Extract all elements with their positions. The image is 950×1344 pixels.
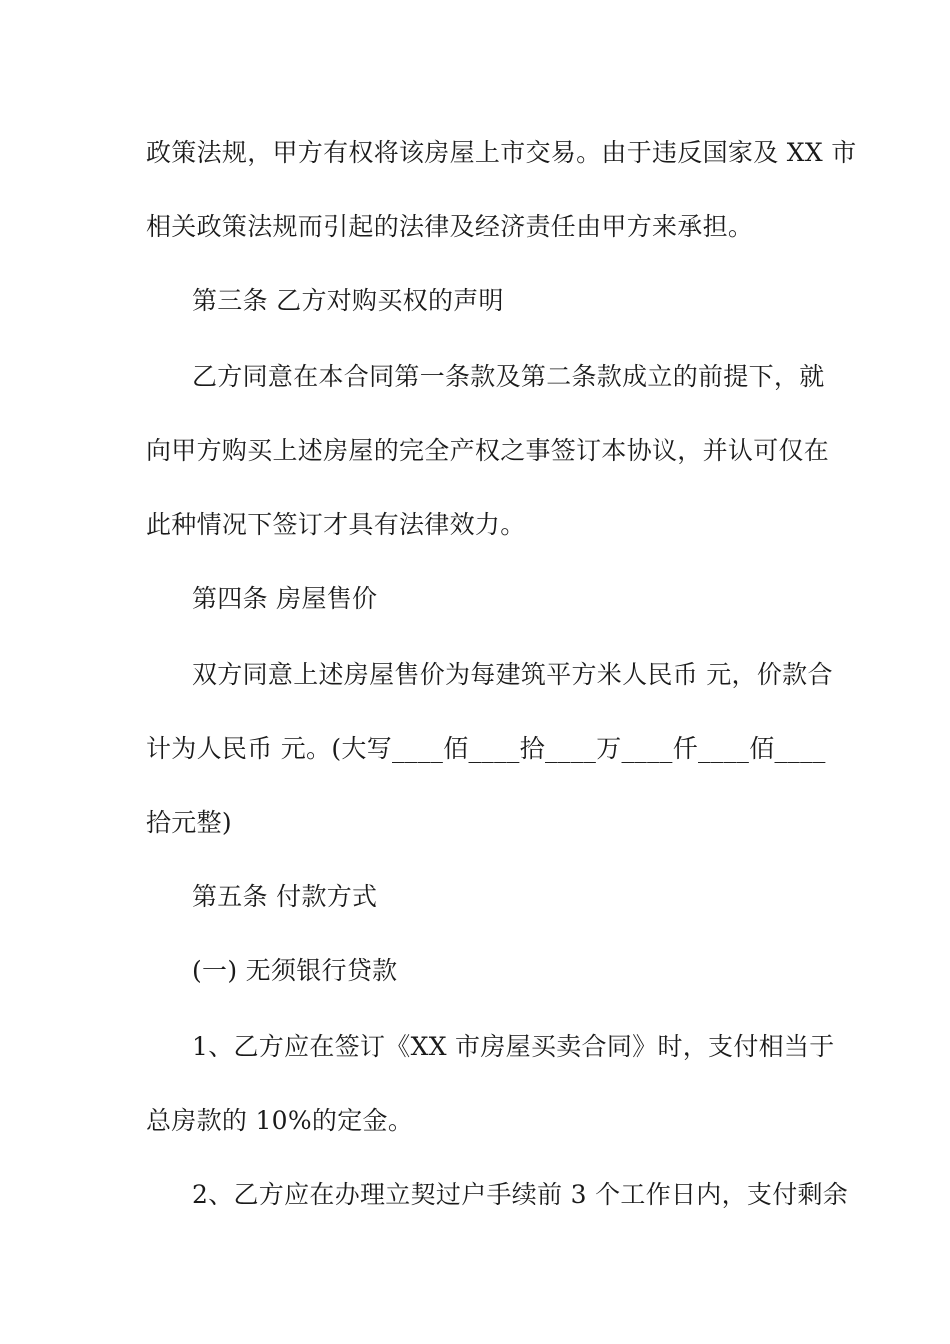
paragraph-line: 拾元整)	[146, 808, 232, 837]
article-heading: 第四条 房屋售价	[192, 584, 378, 613]
paragraph-line: 政策法规，甲方有权将该房屋上市交易。由于违反国家及 XX 市	[146, 138, 857, 167]
paragraph-line: 向甲方购买上述房屋的完全产权之事签订本协议，并认可仅在	[146, 436, 830, 465]
paragraph-line: 此种情况下签订才具有法律效力。	[146, 510, 526, 539]
paragraph-line: 1、乙方应在签订《XX 市房屋买卖合同》时，支付相当于	[192, 1032, 835, 1061]
paragraph-line: 计为人民币 元。(大写____佰____拾____万____仟____佰____	[146, 734, 826, 763]
paragraph-line: 总房款的 10%的定金。	[146, 1106, 414, 1135]
paragraph-line: 相关政策法规而引起的法律及经济责任由甲方来承担。	[146, 212, 754, 241]
article-heading: 第五条 付款方式	[192, 882, 378, 911]
section-heading: (一) 无须银行贷款	[192, 956, 398, 985]
article-heading: 第三条 乙方对购买权的声明	[192, 286, 504, 315]
paragraph-line: 乙方同意在本合同第一条款及第二条款成立的前提下，就	[192, 362, 825, 391]
paragraph-line: 双方同意上述房屋售价为每建筑平方米人民币 元，价款合	[192, 660, 833, 689]
paragraph-line: 2、乙方应在办理立契过户手续前 3 个工作日内，支付剩余	[192, 1180, 849, 1209]
